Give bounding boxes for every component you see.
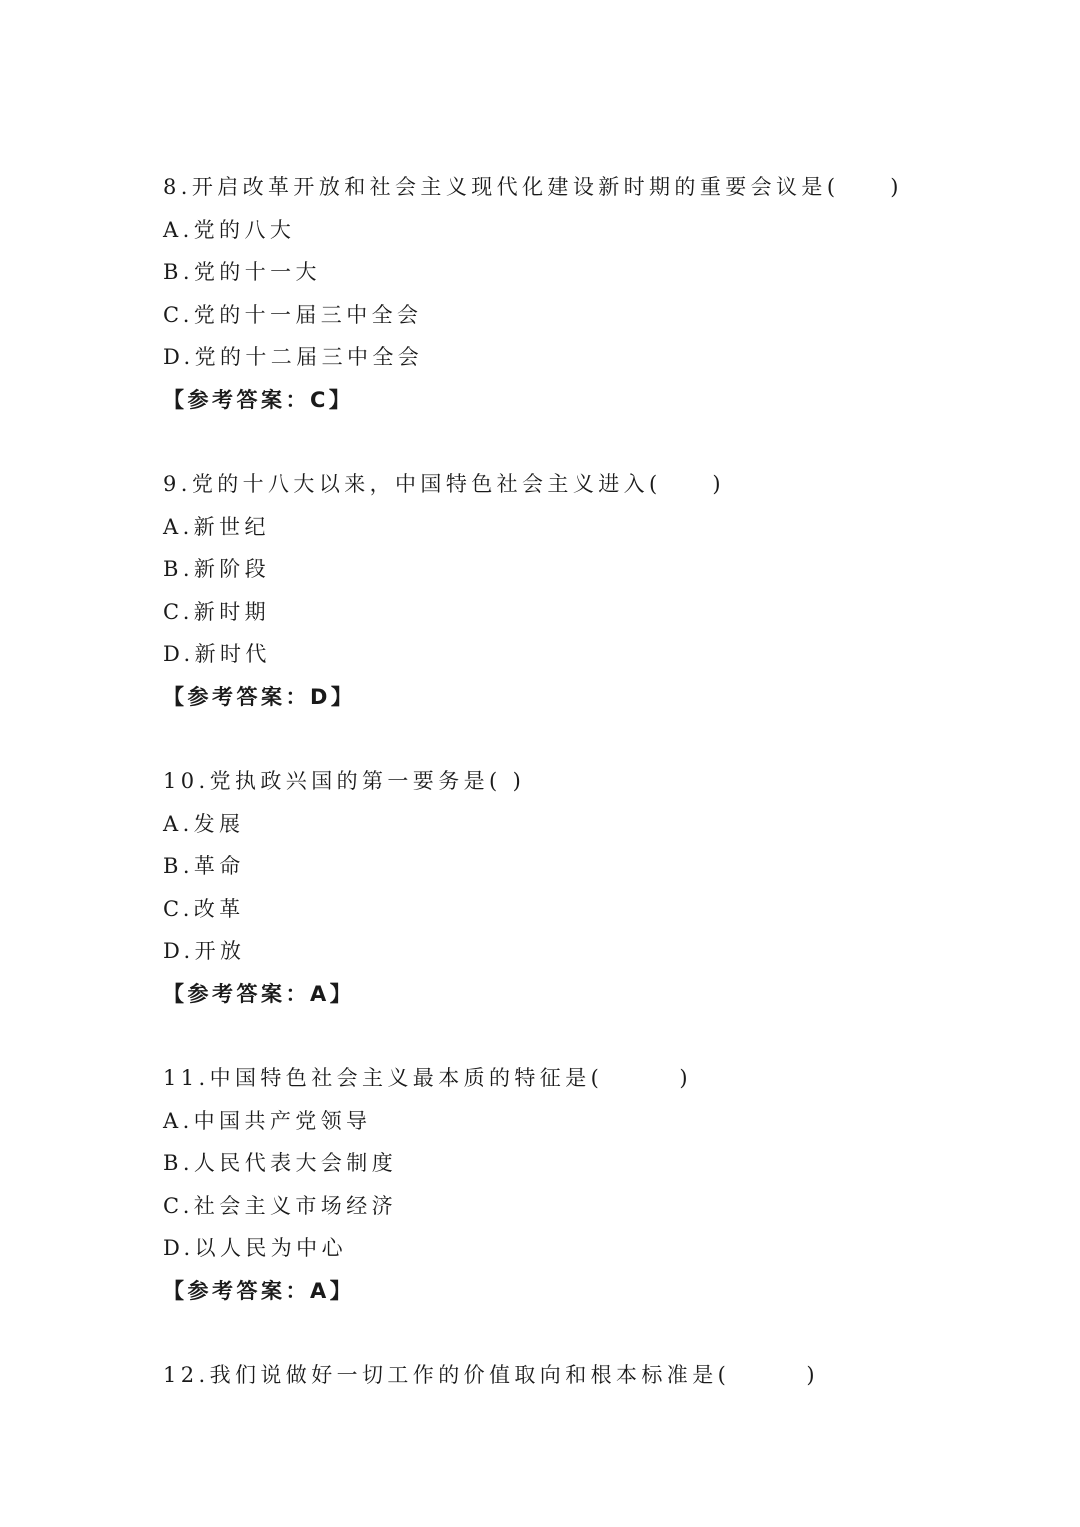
question-9-option-a: A.新世纪 bbox=[163, 515, 270, 539]
question-8-option-a: A.党的八大 bbox=[163, 218, 296, 242]
question-12-stem: 12.我们说做好一切工作的价值取向和根本标准是( ) bbox=[163, 1363, 819, 1387]
question-10-answer: 【参考答案：A】 bbox=[163, 982, 355, 1006]
question-8-option-b: B.党的十一大 bbox=[163, 260, 321, 284]
question-11-stem: 11.中国特色社会主义最本质的特征是( ) bbox=[163, 1066, 692, 1090]
question-11-option-d: D.以人民为中心 bbox=[163, 1236, 347, 1260]
question-10-option-b: B.革命 bbox=[163, 854, 245, 878]
question-9-answer: 【参考答案：D】 bbox=[163, 685, 356, 709]
question-9-option-c: C.新时期 bbox=[163, 600, 270, 624]
question-10-option-d: D.开放 bbox=[163, 939, 246, 963]
question-8-stem: 8.开启改革开放和社会主义现代化建设新时期的重要会议是( ) bbox=[163, 175, 903, 199]
question-10-option-a: A.发展 bbox=[163, 812, 245, 836]
question-11-option-a: A.中国共产党领导 bbox=[163, 1109, 372, 1133]
question-9-option-b: B.新阶段 bbox=[163, 557, 271, 581]
question-11-option-c: C.社会主义市场经济 bbox=[163, 1194, 397, 1218]
question-8-option-d: D.党的十二届三中全会 bbox=[163, 345, 424, 369]
question-10-option-c: C.改革 bbox=[163, 897, 245, 921]
question-9-stem: 9.党的十八大以来，中国特色社会主义进入( ) bbox=[163, 472, 726, 496]
question-9-option-d: D.新时代 bbox=[163, 642, 271, 666]
question-8-option-c: C.党的十一届三中全会 bbox=[163, 303, 423, 327]
question-8-answer: 【参考答案：C】 bbox=[163, 388, 354, 412]
question-11-answer: 【参考答案：A】 bbox=[163, 1279, 355, 1303]
question-11-option-b: B.人民代表大会制度 bbox=[163, 1151, 398, 1175]
question-10-stem: 10.党执政兴国的第一要务是( ) bbox=[163, 769, 526, 793]
